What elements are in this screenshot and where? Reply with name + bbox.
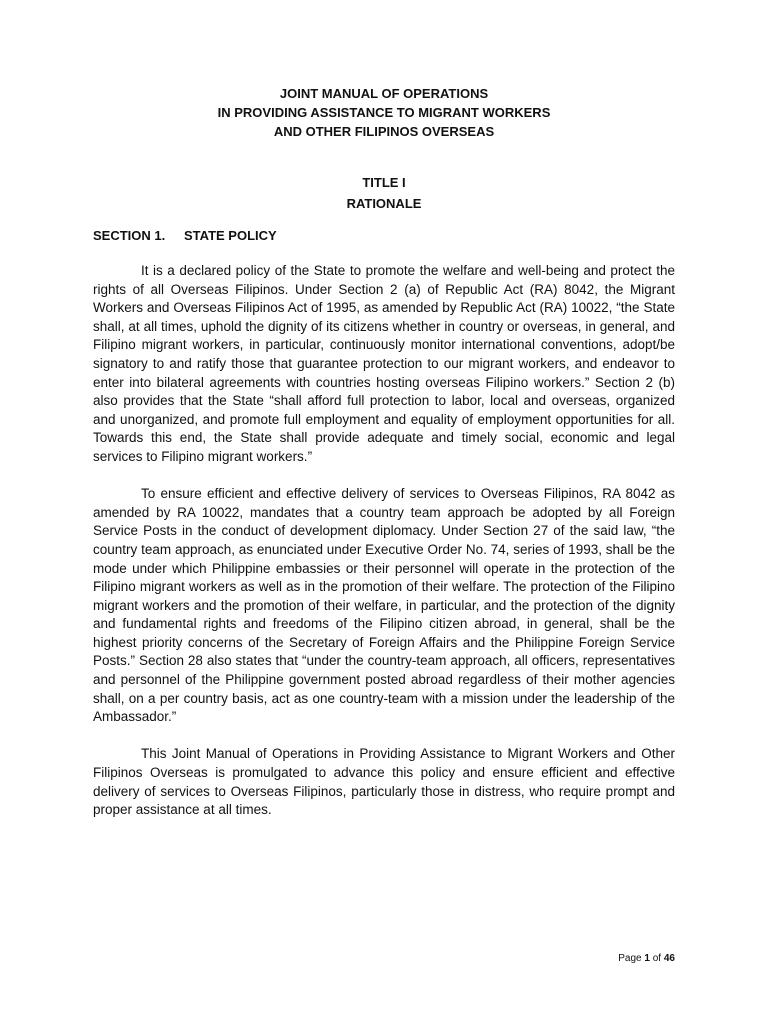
paragraph-3: This Joint Manual of Operations in Providing Assistance to Migrant Workers and Other Filipinos Overseas is promulgated to advance this policy and ensure efficient and effective delivery of services to Overseas Filipinos, particularly those in distress, who require prompt and proper assistance at all times.: [93, 746, 675, 818]
paragraph-1: It is a declared policy of the State to promote the welfare and well-being and protect the rights of all Overseas Filipinos. Under Section 2 (a) of Republic Act (RA) 8042, the Migrant Workers and Overseas Filipinos Act of 1995, as amended by Republic Act (RA) 10022, “the State shall, at all times, uphold the dignity of its citizens whether in country or overseas, in general, and Filipino migrant workers, in particular, continuously monitor international conventions, adopt/be signatory to and ratify those that guarantee protection to our migrant workers, and endeavor to enter into bilateral agreements with countries hosting overseas Filipino workers.” Section 2 (b) also provides that the State “shall afford full protection to labor, local and overseas, organized and unorganized, and promote full employment and equality of employment opportunities for all. Towards this end, the State shall provide adequate and timely social, economic and legal services to Filipino migrant workers.”: [93, 263, 675, 464]
section-body: [93, 262, 675, 838]
title-name: RATIONALE: [346, 196, 422, 211]
document-title-line-3: AND OTHER FILIPINOS OVERSEAS: [273, 124, 495, 139]
page-of: of: [652, 953, 662, 964]
section-label: SECTION 1.: [93, 228, 166, 243]
page-word: Page: [618, 953, 642, 964]
document-title-line-1: JOINT MANUAL OF OPERATIONS: [279, 86, 489, 101]
page-total: 46: [663, 953, 675, 964]
document-title: [0, 84, 768, 141]
page-current: 1: [644, 953, 650, 964]
title-heading: [0, 172, 768, 214]
document-title-line-2: IN PROVIDING ASSISTANCE TO MIGRANT WORKERS: [217, 105, 551, 120]
title-number: TITLE I: [362, 175, 406, 190]
section-heading: [93, 226, 277, 245]
page-number: [618, 952, 675, 966]
paragraph-2: To ensure efficient and effective delivery of services to Overseas Filipinos, RA 8042 as amended by RA 10022, mandates that a country team approach be adopted by all Foreign Service Posts in the conduct of development diplomacy. Under Section 27 of the said law, “the country team approach, as enunciated under Executive Order No. 74, series of 1993, shall be the mode under which Philippine embassies or their personnel will operate in the protection of the Filipino migrant workers as well as in the promotion of their welfare. The protection of the Filipino migrant workers and the promotion of their welfare, in particular, and the protection of the dignity and fundamental rights and freedoms of the Filipino citizen abroad, in general, shall be the highest priority concerns of the Secretary of Foreign Affairs and the Philippine Foreign Service Posts.” Section 28 also states that “under the country-team approach, all officers, representatives and personnel of the Philippine government posted abroad regardless of their mother agencies shall, on a per country basis, act as one country-team with a mission under the leadership of the Ambassador.”: [93, 486, 675, 725]
section-title: STATE POLICY: [184, 228, 277, 243]
